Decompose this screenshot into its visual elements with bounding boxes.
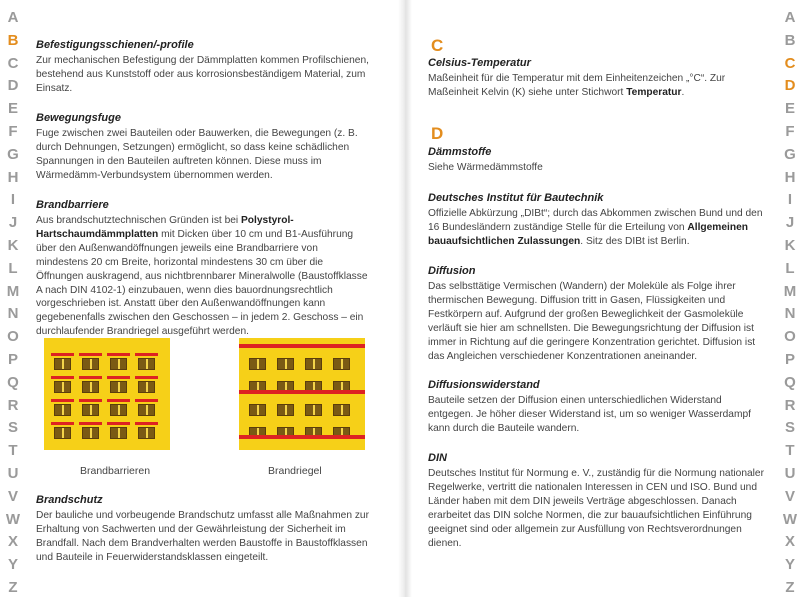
index-letter-left-g[interactable]: G [7,145,19,163]
window [138,404,155,416]
index-letter-right-c[interactable]: C [784,54,796,72]
section-letter-c: C [431,36,444,55]
text-run: mit Dicken über 10 cm und B1-Ausführung über den Außenwandöffnungen jeweils eine Brandbarriere von mindestens 20 cm Breite, horizontal mindestens 30 cm über die Öffnungen auskragend, aus nichtbrennbarer Mineralwolle (Baustoffklasse A nach DIN 4102-1) einzubauen, wenn dies bauordnungsrechtlich vorgeschrieben ist. Anstatt über den Außenwandöffnungen kann gegebenenfalls zwischen den Geschossen – in jedem 2. Geschoss – ein durchlaufender Brandriegel ausgeführt werden. [36,228,368,338]
index-letter-right-b[interactable]: B [784,31,796,49]
entry-din [428,451,766,550]
index-letter-right-q[interactable]: Q [784,373,796,391]
window [249,404,266,416]
window [54,358,71,370]
index-letter-left-j[interactable]: J [8,214,18,232]
index-letter-right-g[interactable]: G [784,145,796,163]
entry-dibt [428,191,766,249]
index-letter-right-y[interactable]: Y [784,556,795,574]
window [333,358,350,370]
alphabet-index-right [780,7,800,597]
fire-barrier-strip [107,353,130,356]
index-letter-right-h[interactable]: H [784,168,796,186]
entry-diffusion [428,264,766,363]
window [333,404,350,416]
index-letter-right-n[interactable]: N [784,305,796,323]
alphabet-index-left [3,7,23,597]
window [54,427,71,439]
section-letter-d: D [431,124,444,143]
window [110,381,127,393]
entry-diffusionswiderstand [428,378,766,436]
index-letter-right-z[interactable]: Z [785,578,795,596]
index-letter-right-u[interactable]: U [784,464,796,482]
index-letter-right-f[interactable]: F [785,122,795,140]
building-brandriegel [239,338,365,450]
entry-heading: Diffusion [428,265,476,277]
entry-brandbarriere [36,198,372,339]
index-letter-right-k[interactable]: K [784,236,796,254]
index-letter-right-s[interactable]: S [784,419,795,437]
text-run: Maßeinheit für die Temperatur mit dem Einheitenzeichen „°C“. Zur Maßeinheit Kelvin (K) siehe unter Stichwort [428,73,726,98]
index-letter-left-l[interactable]: L [8,259,18,277]
text-run: Offizielle Abkürzung „DIBt“; durch das Abkommen zwischen Bund und den 16 Bundesländern zuständige Stelle für die Erteilung von [428,208,763,233]
index-letter-right-i[interactable]: I [787,191,793,209]
window [82,381,99,393]
window [138,427,155,439]
entry-heading: Deutsches Institut für Bautechnik [428,192,604,204]
text-run: . [681,86,685,98]
index-letter-left-o[interactable]: O [7,328,19,346]
entry-text: Das selbsttätige Vermischen (Wandern) der Moleküle als Folge ihrer thermischen Bewegung. Diffusion tritt in Gasen, Flüssigkeiten und Festkörpern auf. Aufgrund der großen Beweglichkeit der Gasmoleküle verläuft sie hier am schnellsten. Die Bewegungsrichtung der Diffusion ist immer in Richtung auf die geringere Konzentration gerichtet. Diffusion ist das Angleichen verschiedener Konzentrationen aneinander. [428,281,756,362]
caption-brandbarrieren: Brandbarrieren [80,465,151,477]
fire-barrier-strip [79,399,102,402]
index-letter-left-v[interactable]: V [7,487,18,505]
entry-celsius [428,56,766,100]
fire-barrier-strip [135,399,158,402]
index-letter-right-l[interactable]: L [785,259,795,277]
index-letter-left-d[interactable]: D [7,77,19,95]
fire-barrier-strip [107,422,130,425]
window [138,358,155,370]
index-letter-left-t[interactable]: T [8,442,18,460]
term-link[interactable]: Polystyrol-Hartschaumdämmplatten [36,215,294,240]
entry-heading: Brandbarriere [36,199,109,211]
entry-text [428,72,766,100]
index-letter-left-c[interactable]: C [7,54,19,72]
fire-barrier-strip [51,422,74,425]
index-letter-right-r[interactable]: R [784,396,796,414]
entry-text: Bauteile setzen der Diffusion einen unterschiedlichen Widerstand entgegen. Je höher dieser Widerstand ist, um so weniger Wasserdampf kann durch die Bauteile wandern. [428,395,751,434]
entry-brandschutz [36,493,372,565]
window [82,404,99,416]
index-letter-left-e[interactable]: E [7,100,18,118]
index-letter-left-u[interactable]: U [7,464,19,482]
fire-barrier-strip [135,353,158,356]
term-link[interactable]: Temperatur [626,86,682,98]
window [305,358,322,370]
entry-heading: Bewegungsfuge [36,112,121,124]
index-letter-right-j[interactable]: J [785,214,795,232]
entry-heading: DIN [428,452,447,464]
fire-barrier-strip [51,376,74,379]
index-letter-right-w[interactable]: W [782,510,798,528]
entry-heading: Befestigungsschienen/-profile [36,39,194,51]
index-letter-right-p[interactable]: P [784,350,795,368]
index-letter-left-f[interactable]: F [8,122,18,140]
fire-break-band [239,344,365,348]
fire-barrier-strip [51,399,74,402]
fire-barrier-strip [79,422,102,425]
entry-heading: Diffusionswiderstand [428,379,540,391]
entry-text: Zur mechanischen Befestigung der Dämmplatten kommen Profilschienen, bestehend aus Kunststoff oder aus korrosionsbeständigem Material, zum Einsatz. [36,55,369,94]
building-brandbarrieren [44,338,170,450]
index-letter-right-o[interactable]: O [784,328,796,346]
window [277,404,294,416]
fire-barrier-strip [79,353,102,356]
book-gutter [398,0,412,597]
entry-text [36,214,372,339]
entry-bewegungsfuge [36,111,372,183]
index-letter-left-w[interactable]: W [5,510,21,528]
text-run: . Sitz des DIBt ist Berlin. [580,235,690,247]
index-letter-left-r[interactable]: R [7,396,19,414]
index-letter-left-p[interactable]: P [7,350,18,368]
window [82,358,99,370]
window [110,427,127,439]
index-letter-left-b[interactable]: B [7,31,19,49]
index-letter-left-z[interactable]: Z [8,578,18,596]
term-link[interactable]: Allgemeinen bauaufsichtlichen Zulassungen [428,221,748,247]
fire-barrier-strip [135,422,158,425]
text-run: Aus brandschutztechnischen Gründen ist bei [36,215,242,226]
window [110,404,127,416]
index-letter-left-x[interactable]: X [7,533,18,551]
index-letter-left-n[interactable]: N [7,305,19,323]
fire-break-band [239,435,365,439]
index-letter-right-m[interactable]: M [783,282,797,300]
entry-text: Fuge zwischen zwei Bauteilen oder Bauwerken, die Bewegungen (z. B. durch Dehnungen, Setzungen) ermöglicht, so dass keine schädlichen Spannungen in den Bauteilen auftreten können. Diese muss im Wärmedämm-Verbundsystem übernommen werden. [36,128,358,181]
window [54,404,71,416]
index-letter-left-i[interactable]: I [10,191,16,209]
entry-text [428,207,766,249]
index-letter-left-s[interactable]: S [7,419,18,437]
entry-text: Siehe Wärmedämmstoffe [428,162,543,173]
entry-heading: Dämmstoffe [428,146,492,158]
window [138,381,155,393]
fire-barrier-strip [107,399,130,402]
fire-barrier-illustration [36,338,376,480]
window [249,358,266,370]
window [110,358,127,370]
window [54,381,71,393]
entry-daemmstoffe [428,145,766,175]
index-letter-right-a[interactable]: A [784,9,796,26]
fire-barrier-strip [79,376,102,379]
fire-barrier-strip [135,376,158,379]
fire-break-band [239,390,365,394]
index-letter-right-t[interactable]: T [785,442,795,460]
index-letter-right-d[interactable]: D [784,77,796,95]
index-letter-right-e[interactable]: E [784,100,795,118]
entry-text: Der bauliche und vorbeugende Brandschutz umfasst alle Maßnahmen zur Erhaltung von Sachwerten und der Gewährleistung der Sicherheit im Brandfall. Nach dem Brandverhalten werden Baustoffe in Baustoffklassen und Bauteile in Feuerwiderstandsklassen eingeteilt. [36,510,369,563]
index-letter-left-k[interactable]: K [7,236,19,254]
fire-barrier-strip [107,376,130,379]
window [305,404,322,416]
window [277,358,294,370]
entry-text: Deutsches Institut für Normung e. V., zuständig für die Normung nationaler Regelwerke, vertritt die nationalen Interessen in CEN und ISO. Bund und Länder haben mit dem DIN jeweils Verträge abgeschlossen. Danach erarbeitet das DIN solche Normen, die zur bauaufsichtlichen Einführung geeignet sind oder allgemein zur Ausfüllung von Rechtsverordnungen dienen. [428,468,764,549]
index-letter-left-q[interactable]: Q [7,373,19,391]
index-letter-left-h[interactable]: H [7,168,19,186]
index-letter-left-m[interactable]: M [6,282,20,300]
index-letter-right-x[interactable]: X [784,533,795,551]
window [82,427,99,439]
index-letter-left-y[interactable]: Y [7,556,18,574]
index-letter-left-a[interactable]: A [7,9,19,26]
entry-heading: Celsius-Temperatur [428,57,531,69]
entry-befestigungsschienen [36,38,372,96]
fire-barrier-strip [51,353,74,356]
entry-heading: Brandschutz [36,494,103,506]
caption-brandriegel: Brandriegel [268,465,322,477]
index-letter-right-v[interactable]: V [784,487,795,505]
